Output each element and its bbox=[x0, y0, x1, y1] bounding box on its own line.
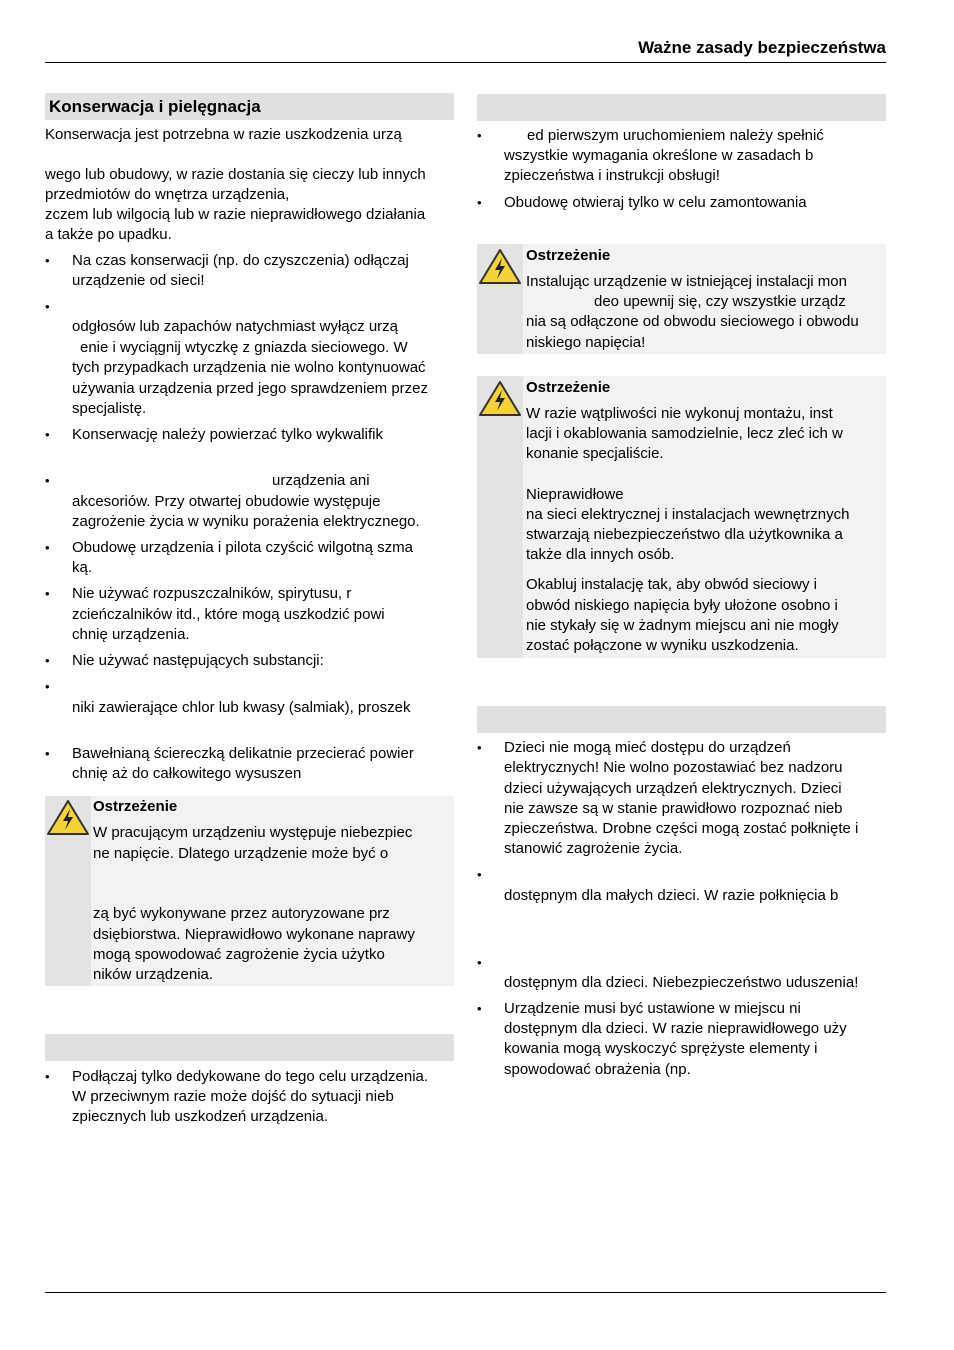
warning-title: Ostrzeżenie bbox=[93, 798, 178, 815]
lightning-warning-icon bbox=[478, 380, 522, 418]
bullet-marker: • bbox=[45, 1069, 50, 1084]
bullet-text: niki zawierające chlor lub kwasy (salmiak), proszek bbox=[72, 699, 411, 716]
section-title-maintenance: Konserwacja i pielęgnacja bbox=[49, 97, 261, 116]
bullet-text: używania urządzenia przed jego sprawdzeniem przez bbox=[72, 380, 429, 397]
bullet-text: Nie używać następujących substancji: bbox=[72, 652, 324, 669]
warning-text: mogą spowodować zagrożenie życia użytko bbox=[93, 946, 385, 963]
warning-text: ne napięcie. Dlatego urządzenie może być o bbox=[93, 845, 389, 862]
warning-text: zostać połączone w wyniku uszkodzenia. bbox=[526, 637, 799, 654]
bullet-marker: • bbox=[45, 299, 50, 314]
bullet-text: spowodować obrażenia (np. bbox=[504, 1061, 691, 1078]
warning-text: Instalując urządzenie w istniejącej instalacji mon bbox=[526, 273, 847, 290]
bullet-text: kowania mogą wyskoczyć sprężyste elementy i bbox=[504, 1040, 818, 1057]
bullet-text: Nie używać rozpuszczalników, spirytusu, r bbox=[72, 585, 352, 602]
warning-text: Nieprawidłowe bbox=[526, 486, 624, 503]
bullet-text: dostępnym dla dzieci. Niebezpieczeństwo uduszenia! bbox=[504, 974, 859, 991]
warning-text: Okabluj instalację tak, aby obwód sieciowy i bbox=[526, 576, 817, 593]
bullet-text: dzieci używających urządzeń elektrycznych. Dzieci bbox=[504, 780, 842, 797]
intro-line: wego lub obudowy, w razie dostania się cieczy lub innych bbox=[45, 166, 426, 183]
bullet-text: zagrożenie życia w wyniku porażenia elektrycznego. bbox=[72, 513, 420, 530]
bullet-text: Dzieci nie mogą mieć dostępu do urządzeń bbox=[504, 739, 791, 756]
bullet-marker: • bbox=[45, 653, 50, 668]
bullet-marker: • bbox=[477, 740, 482, 755]
bullet-text: specjalistę. bbox=[72, 400, 147, 417]
page-header-title: Ważne zasady bezpieczeństwa bbox=[638, 38, 886, 57]
warning-text: zą być wykonywane przez autoryzowane prz bbox=[93, 905, 390, 922]
bullet-text: urządzenia ani bbox=[272, 472, 370, 489]
section-bar-connection bbox=[45, 1034, 454, 1061]
bullet-text: Na czas konserwacji (np. do czyszczenia) odłączaj bbox=[72, 252, 409, 269]
bullet-text: chnię urządzenia. bbox=[72, 626, 190, 643]
warning-text: nia są odłączone od obwodu sieciowego i obwodu bbox=[526, 313, 859, 330]
warning-text: obwód niskiego napięcia były ułożone osobno i bbox=[526, 597, 838, 614]
section-bar-maintenance bbox=[45, 93, 454, 120]
section-bar-children bbox=[477, 706, 886, 733]
warning-text: ników urządzenia. bbox=[93, 966, 214, 983]
bullet-text: zpiecznych lub uszkodzeń urządzenia. bbox=[72, 1108, 328, 1125]
bullet-text: zcieńczalników itd., które mogą uszkodzić powi bbox=[72, 606, 385, 623]
warning-text: deo upewnij się, czy wszystkie urządz bbox=[594, 293, 846, 310]
bullet-text: Bawełnianą ściereczką delikatnie przecierać powier bbox=[72, 745, 414, 762]
warning-text: W pracującym urządzeniu występuje niebezpiec bbox=[93, 824, 413, 841]
bullet-text: Obudowę urządzenia i pilota czyścić wilgotną szma bbox=[72, 539, 413, 556]
bullet-text: tych przypadkach urządzenia nie wolno kontynuować bbox=[72, 359, 426, 376]
bullet-text: Podłączaj tylko dedykowane do tego celu urządzenia. bbox=[72, 1068, 429, 1085]
warning-text: niskiego napięcia! bbox=[526, 334, 646, 351]
intro-line: zczem lub wilgocią lub w razie nieprawidłowego działania bbox=[45, 206, 426, 223]
warning-text: konanie specjaliście. bbox=[526, 445, 664, 462]
bullet-text: ed pierwszym uruchomieniem należy spełnić bbox=[527, 127, 824, 144]
bullet-marker: • bbox=[45, 746, 50, 761]
intro-line: przedmiotów do wnętrza urządzenia, bbox=[45, 186, 290, 203]
bullet-marker: • bbox=[477, 195, 482, 210]
bullet-text: odgłosów lub zapachów natychmiast wyłącz urzą bbox=[72, 318, 398, 335]
bullet-marker: • bbox=[477, 1001, 482, 1016]
intro-line: Konserwacja jest potrzebna w razie uszkodzenia urzą bbox=[45, 126, 402, 143]
bullet-text: zpieczeństwa i instrukcji obsługi! bbox=[504, 167, 720, 184]
warning-text: na sieci elektrycznej i instalacjach wewnętrznych bbox=[526, 506, 850, 523]
footer-rule bbox=[45, 1292, 886, 1293]
bullet-marker: • bbox=[45, 253, 50, 268]
section-bar-installation bbox=[477, 94, 886, 121]
warning-icon-column bbox=[477, 376, 523, 658]
bullet-marker: • bbox=[45, 540, 50, 555]
warning-title: Ostrzeżenie bbox=[526, 379, 611, 396]
bullet-text: dostępnym dla małych dzieci. W razie połknięcia b bbox=[504, 887, 839, 904]
bullet-text: Urządzenie musi być ustawione w miejscu ni bbox=[504, 1000, 801, 1017]
warning-text: dsiębiorstwa. Nieprawidłowo wykonane naprawy bbox=[93, 926, 415, 943]
bullet-text: dostępnym dla dzieci. W razie nieprawidłowego uży bbox=[504, 1020, 847, 1037]
warning-text: nie stykały się w żadnym miejscu ani nie mogły bbox=[526, 617, 839, 634]
bullet-text: chnię aż do całkowitego wysuszen bbox=[72, 765, 302, 782]
warning-text: W razie wątpliwości nie wykonuj montażu, inst bbox=[526, 405, 833, 422]
intro-line: a także po upadku. bbox=[45, 226, 172, 243]
warning-text: także dla innych osób. bbox=[526, 546, 675, 563]
bullet-text: elektrycznych! Nie wolno pozostawiać bez nadzoru bbox=[504, 759, 843, 776]
bullet-marker: • bbox=[477, 128, 482, 143]
warning-text: stwarzają niebezpieczeństwo dla użytkownika a bbox=[526, 526, 843, 543]
bullet-marker: • bbox=[45, 427, 50, 442]
warning-title: Ostrzeżenie bbox=[526, 247, 611, 264]
bullet-text: wszystkie wymagania określone w zasadach b bbox=[504, 147, 814, 164]
bullet-text: Konserwację należy powierzać tylko wykwalifik bbox=[72, 426, 383, 443]
bullet-marker: • bbox=[477, 955, 482, 970]
bullet-text: Obudowę otwieraj tylko w celu zamontowania bbox=[504, 194, 807, 211]
bullet-text: stanowić zagrożenie życia. bbox=[504, 840, 683, 857]
bullet-text: ką. bbox=[72, 559, 93, 576]
bullet-marker: • bbox=[45, 473, 50, 488]
bullet-text: zpieczeństwa. Drobne części mogą zostać połknięte i bbox=[504, 820, 859, 837]
bullet-text: nie zawsze są w stanie prawidłowo rozpoznać nieb bbox=[504, 800, 843, 817]
lightning-warning-icon bbox=[478, 248, 522, 286]
bullet-text: W przeciwnym razie może dojść do sytuacji nieb bbox=[72, 1088, 394, 1105]
bullet-marker: • bbox=[45, 586, 50, 601]
header-rule bbox=[45, 62, 886, 63]
warning-text: lacji i okablowania samodzielnie, lecz zleć ich w bbox=[526, 425, 843, 442]
bullet-marker: • bbox=[477, 867, 482, 882]
bullet-text: akcesoriów. Przy otwartej obudowie występuje bbox=[72, 493, 381, 510]
bullet-marker: • bbox=[45, 679, 50, 694]
bullet-text: urządzenie od sieci! bbox=[72, 272, 205, 289]
lightning-warning-icon bbox=[46, 799, 90, 837]
bullet-text: enie i wyciągnij wtyczkę z gniazda sieciowego. W bbox=[80, 339, 408, 356]
